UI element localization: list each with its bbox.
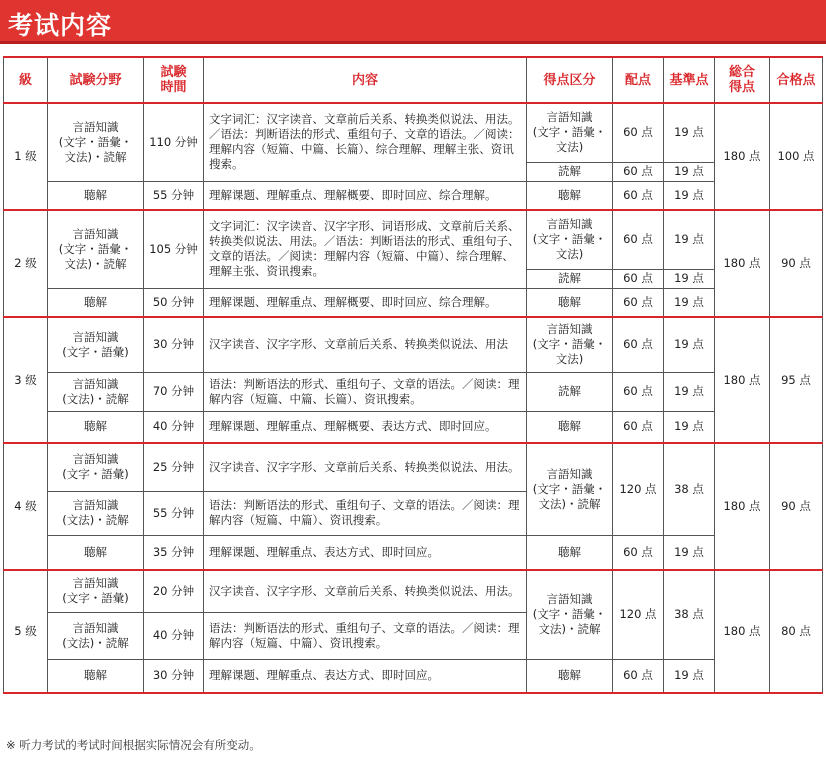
exam-content-table (3, 56, 823, 694)
total-cell: 180 点 (715, 210, 770, 317)
header-content: 内容 (204, 57, 527, 103)
content-cell: 语法：判断语法的形式、重组句子、文章的语法。／阅读：理解内容（短篇、中篇、长篇）、资讯搜索。 (204, 372, 527, 411)
score-category-cell: 聴解 (527, 535, 613, 570)
points-cell: 60 点 (613, 162, 664, 181)
base-points-cell: 19 点 (664, 411, 715, 443)
table-row (4, 411, 823, 443)
field-cell: 言語知識 (文字・語彙・ 文法)・読解 (48, 103, 144, 181)
table-row (4, 372, 823, 411)
base-points-cell: 19 点 (664, 103, 715, 162)
score-category-cell: 読解 (527, 372, 613, 411)
field-cell: 言語知識 (文法)・読解 (48, 491, 144, 535)
points-cell: 60 点 (613, 288, 664, 317)
time-cell: 55 分钟 (144, 181, 204, 210)
field-cell: 言語知識 (文字・語彙) (48, 317, 144, 372)
pass-cell: 95 点 (770, 317, 823, 443)
total-cell: 180 点 (715, 443, 770, 570)
field-cell: 言語知識 (文字・語彙) (48, 443, 144, 491)
field-cell: 聴解 (48, 659, 144, 693)
score-category-cell: 言語知識 (文字・語彙・ 文法) (527, 317, 613, 372)
content-cell: 语法：判断语法的形式、重组句子、文章的语法。／阅读：理解内容（短篇、中篇）、资讯搜索。 (204, 612, 527, 659)
base-points-cell: 19 点 (664, 659, 715, 693)
base-points-cell: 19 点 (664, 372, 715, 411)
page-title: 考试内容 (8, 11, 113, 40)
time-cell: 105 分钟 (144, 210, 204, 288)
time-cell: 20 分钟 (144, 570, 204, 612)
header-time: 試験 時間 (144, 57, 204, 103)
table-row (4, 317, 823, 372)
table-row (4, 570, 823, 612)
score-category-cell: 言語知識 (文字・語彙・ 文法)・読解 (527, 570, 613, 659)
points-cell: 60 点 (613, 103, 664, 162)
table-row (4, 535, 823, 570)
header-pass: 合格点 (770, 57, 823, 103)
field-cell: 言語知識 (文字・語彙・ 文法)・読解 (48, 210, 144, 288)
table-row (4, 181, 823, 210)
pass-cell: 80 点 (770, 570, 823, 693)
footnote: ※ 听力考试的考试时间根据实际情况会有所变动。 (6, 738, 261, 752)
field-cell: 聴解 (48, 535, 144, 570)
points-cell: 60 点 (613, 372, 664, 411)
content-cell: 文字词汇：汉字读音、文章前后关系、转换类似说法、用法。／语法：判断语法的形式、重组句子、文章的语法。／阅读：理解内容（短篇、中篇、长篇）、综合理解、理解主张、资讯搜索。 (204, 103, 527, 181)
score-category-cell: 聴解 (527, 411, 613, 443)
time-cell: 35 分钟 (144, 535, 204, 570)
pass-cell: 90 点 (770, 210, 823, 317)
points-cell: 60 点 (613, 659, 664, 693)
base-points-cell: 19 点 (664, 162, 715, 181)
table-row (4, 103, 823, 162)
table-row (4, 659, 823, 693)
points-cell: 60 点 (613, 411, 664, 443)
base-points-cell: 38 点 (664, 570, 715, 659)
score-category-cell: 言語知識 (文字・語彙・ 文法) (527, 210, 613, 269)
field-cell: 聴解 (48, 411, 144, 443)
base-points-cell: 19 点 (664, 181, 715, 210)
score-category-cell: 読解 (527, 162, 613, 181)
header-points: 配点 (613, 57, 664, 103)
content-cell: 文字词汇：汉字读音、汉字字形、词语形成、文章前后关系、转换类似说法、用法。／语法：判断语法的形式、重组句子、文章的语法。／阅读：理解内容（短篇、中篇）、综合理解、理解主张、资讯搜索。 (204, 210, 527, 288)
time-cell: 55 分钟 (144, 491, 204, 535)
points-cell: 60 点 (613, 317, 664, 372)
exam-table-wrap (3, 56, 823, 694)
table-row (4, 288, 823, 317)
level-cell: 1 级 (4, 103, 48, 210)
time-cell: 40 分钟 (144, 411, 204, 443)
time-cell: 30 分钟 (144, 317, 204, 372)
score-category-cell: 読解 (527, 269, 613, 288)
header-base-points: 基準点 (664, 57, 715, 103)
points-cell: 60 点 (613, 535, 664, 570)
pass-cell: 100 点 (770, 103, 823, 210)
content-cell: 理解课题、理解重点、表达方式、即时回应。 (204, 535, 527, 570)
content-cell: 理解课题、理解重点、理解概要、即时回应、综合理解。 (204, 181, 527, 210)
content-cell: 理解课题、理解重点、理解概要、即时回应、综合理解。 (204, 288, 527, 317)
base-points-cell: 19 点 (664, 210, 715, 269)
score-category-cell: 言語知識 (文字・語彙・ 文法)・読解 (527, 443, 613, 535)
title-banner (0, 0, 826, 44)
table-row (4, 210, 823, 269)
time-cell: 40 分钟 (144, 612, 204, 659)
total-cell: 180 点 (715, 103, 770, 210)
table-row (4, 443, 823, 491)
score-category-cell: 聴解 (527, 288, 613, 317)
base-points-cell: 19 点 (664, 317, 715, 372)
points-cell: 60 点 (613, 181, 664, 210)
content-cell: 汉字读音、汉字字形、文章前后关系、转换类似说法、用法。 (204, 570, 527, 612)
field-cell: 聴解 (48, 181, 144, 210)
score-category-cell: 聴解 (527, 181, 613, 210)
time-cell: 50 分钟 (144, 288, 204, 317)
field-cell: 聴解 (48, 288, 144, 317)
total-cell: 180 点 (715, 317, 770, 443)
base-points-cell: 19 点 (664, 288, 715, 317)
header-total: 総合 得点 (715, 57, 770, 103)
content-cell: 语法：判断语法的形式、重组句子、文章的语法。／阅读：理解内容（短篇、中篇）、资讯搜索。 (204, 491, 527, 535)
time-cell: 110 分钟 (144, 103, 204, 181)
points-cell: 120 点 (613, 570, 664, 659)
pass-cell: 90 点 (770, 443, 823, 570)
field-cell: 言語知識 (文字・語彙) (48, 570, 144, 612)
header-row (4, 57, 823, 103)
base-points-cell: 38 点 (664, 443, 715, 535)
points-cell: 120 点 (613, 443, 664, 535)
points-cell: 60 点 (613, 210, 664, 269)
time-cell: 30 分钟 (144, 659, 204, 693)
content-cell: 汉字读音、汉字字形、文章前后关系、转换类似说法、用法。 (204, 443, 527, 491)
points-cell: 60 点 (613, 269, 664, 288)
base-points-cell: 19 点 (664, 269, 715, 288)
header-level: 級 (4, 57, 48, 103)
total-cell: 180 点 (715, 570, 770, 693)
field-cell: 言語知識 (文法)・読解 (48, 612, 144, 659)
header-score-category: 得点区分 (527, 57, 613, 103)
level-cell: 5 级 (4, 570, 48, 693)
level-cell: 3 级 (4, 317, 48, 443)
field-cell: 言語知識 (文法)・読解 (48, 372, 144, 411)
header-field: 試験分野 (48, 57, 144, 103)
content-cell: 理解课题、理解重点、表达方式、即时回应。 (204, 659, 527, 693)
level-cell: 4 级 (4, 443, 48, 570)
content-cell: 理解课题、理解重点、理解概要、表达方式、即时回应。 (204, 411, 527, 443)
base-points-cell: 19 点 (664, 535, 715, 570)
score-category-cell: 言語知識 (文字・語彙・ 文法) (527, 103, 613, 162)
content-cell: 汉字读音、汉字字形、文章前后关系、转换类似说法、用法 (204, 317, 527, 372)
time-cell: 25 分钟 (144, 443, 204, 491)
score-category-cell: 聴解 (527, 659, 613, 693)
level-cell: 2 级 (4, 210, 48, 317)
time-cell: 70 分钟 (144, 372, 204, 411)
